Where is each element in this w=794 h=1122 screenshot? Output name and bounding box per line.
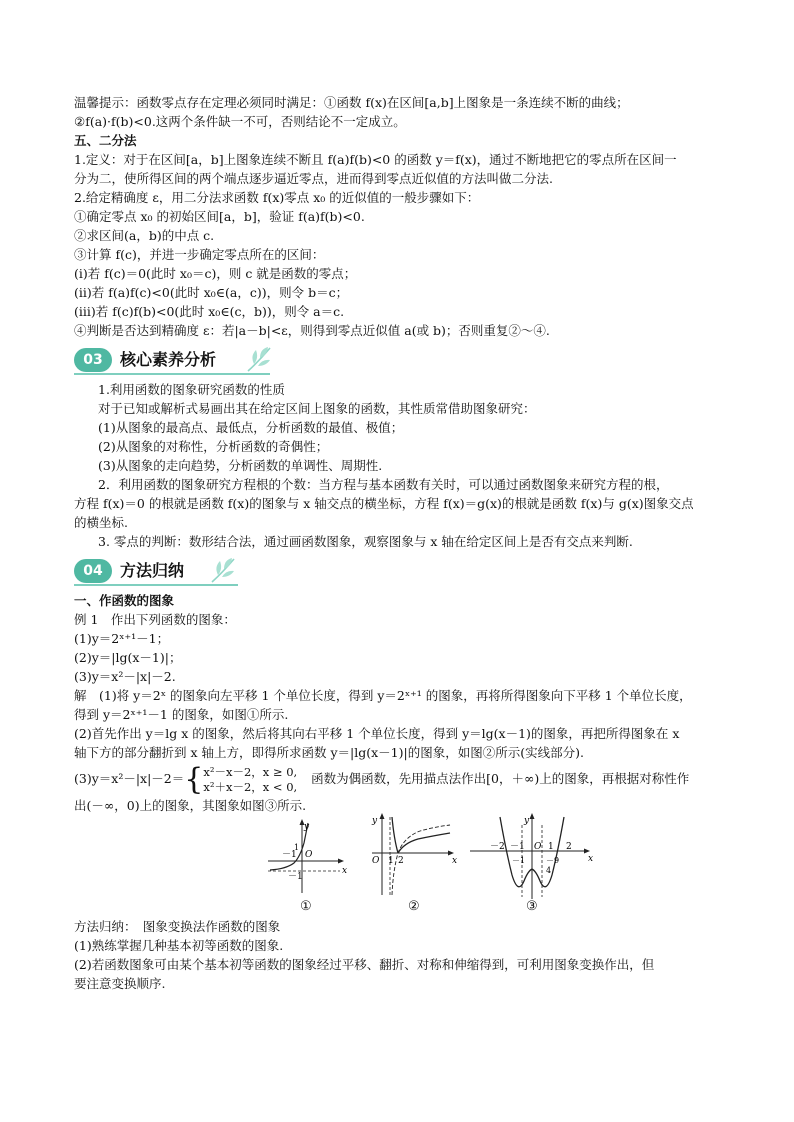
example-line: 例 1 作出下列函数的图象： <box>74 612 236 627</box>
example-line: 出(－∞，0)上的图象，其图象如图③所示. <box>74 798 307 813</box>
axis-label: x <box>452 856 458 866</box>
case-top: x²－x－2，x ≥ 0, <box>203 764 298 779</box>
section-5-heading: 五、二分法 <box>74 133 137 148</box>
tick-label: －1 <box>510 842 525 852</box>
example-line: 得到 y＝2ˣ⁺¹－1 的图象，如图①所示. <box>74 707 289 722</box>
origin-label: O <box>534 842 542 852</box>
axis-label: y <box>372 816 378 826</box>
bisection-line: 2.给定精确度 ε，用二分法求函数 f(x)零点 x₀ 的近似值的一般步骤如下： <box>74 190 480 205</box>
bisection-line: ②求区间(a，b)的中点 c. <box>74 228 215 243</box>
method-summary <box>74 917 724 993</box>
origin-label: O <box>305 850 313 860</box>
tick-label: 4 <box>546 866 552 875</box>
bisection-line: 分为二，使所得区间的两个端点逐步逼近零点，进而得到零点近似值的方法叫做二分法. <box>74 171 553 186</box>
summary-line: 要注意变换顺序. <box>74 976 166 991</box>
piecewise-prefix: (3)y＝x²－|x|－2＝ <box>74 771 185 786</box>
tick-label: －1 <box>288 872 303 882</box>
core-line: 方程 f(x)＝0 的根就是函数 f(x)的图象与 x 轴交点的横坐标，方程 f(x)＝g(x)的根就是函数 f(x)与 g(x)图象交点 <box>74 496 694 511</box>
banner-underline <box>74 373 270 375</box>
bisection-line: ④判断是否达到精确度 ε：若|a－b|<ε，则得到零点近似值 a(或 b)；否则重复②～④. <box>74 323 550 338</box>
tick-label: 2 <box>398 856 404 866</box>
tick-label: 1 <box>548 842 554 852</box>
figure-1-caption: ① <box>300 899 312 914</box>
figure-2-caption: ② <box>408 899 420 914</box>
figure-1-graph <box>264 817 350 897</box>
case-bottom: x²＋x－2，x < 0, <box>203 779 298 794</box>
section-number-badge: 03 <box>74 348 112 372</box>
tick-label: －1 <box>282 850 297 860</box>
bisection-line: (ii)若 f(a)f(c)<0(此时 x₀∈(a，c))，则令 b＝c； <box>74 285 349 300</box>
example-line: (2)首先作出 y＝lg x 的图象，然后将其向右平移 1 个单位长度，得到 y＝lg(x－1)的图象，再把所得图象在 x <box>74 726 680 741</box>
tip-line-2: ②f(a)·f(b)<0.这两个条件缺一不可，否则结论不一定成立。 <box>74 114 406 129</box>
method-heading: 一、作函数的图象 <box>74 593 175 608</box>
section-number-badge: 04 <box>74 559 112 583</box>
tick-label: 1 <box>294 843 300 852</box>
document-page <box>74 93 724 993</box>
example-line: (3)y＝x²－|x|－2. <box>74 669 176 684</box>
axis-label: y <box>304 822 310 832</box>
figures-row <box>74 817 724 917</box>
figure-3-graph <box>466 811 598 903</box>
axis-label: y <box>524 816 530 826</box>
core-line: 1.利用函数的图象研究函数的性质 <box>98 382 285 397</box>
core-line: 对于已知或解析式易画出其在给定区间上图象的函数，其性质常借助图象研究： <box>98 401 536 416</box>
leaf-icon <box>244 344 274 374</box>
section-title: 方法归纳 <box>120 561 185 580</box>
piecewise-line <box>74 762 724 796</box>
example-line: 解 (1)将 y＝2ˣ 的图象向左平移 1 个单位长度，得到 y＝2ˣ⁺¹ 的图象，再将所得图象向下平移 1 个单位长度， <box>74 688 692 703</box>
core-analysis-body <box>74 380 724 551</box>
core-line: 3. 零点的判断：数形结合法，通过画函数图象，观察图象与 x 轴在给定区间上是否有交点来判断. <box>98 534 633 549</box>
core-line: 的横坐标. <box>74 515 128 530</box>
axis-label: x <box>342 866 348 876</box>
bisection-line: ③计算 f(c)，并进一步确定零点所在的区间： <box>74 247 325 262</box>
summary-line: (2)若函数图象可由某个基本初等函数的图象经过平移、翻折、对称和伸缩得到，可利用图象变换作出，但 <box>74 957 655 972</box>
tick-label: 2 <box>566 842 572 852</box>
section-5-body <box>74 150 724 340</box>
example-line: 轴下方的部分翻折到 x 轴上方，即得所求函数 y＝|lg(x－1)|的图象，如图②所示(实线部分). <box>74 745 584 760</box>
figure-3-caption: ③ <box>526 899 538 914</box>
tip-line-1: 温馨提示：函数零点存在定理必须同时满足：①函数 f(x)在区间[a,b]上图象是一条连续不断的曲线； <box>74 95 629 110</box>
section-banner-03 <box>74 344 724 376</box>
figure-2-graph <box>368 811 460 899</box>
example-line: (1)y＝2ˣ⁺¹－1； <box>74 631 170 646</box>
bisection-line: (iii)若 f(c)f(b)<0(此时 x₀∈(c，b))，则令 a＝c. <box>74 304 345 319</box>
tick-label: 1 <box>388 856 394 866</box>
tick-label: －9 <box>546 856 560 865</box>
piecewise-suffix: 函数为偶函数，先用描点法作出[0，＋∞)上的图象，再根据对称性作 <box>311 771 690 786</box>
bisection-line: (i)若 f(c)＝0(此时 x₀＝c)，则 c 就是函数的零点； <box>74 266 357 281</box>
section-banner-04 <box>74 555 724 587</box>
core-line: 2．利用函数的图象研究方程根的个数：当方程与基本函数有关时，可以通过函数图象来研究方程的根， <box>98 477 669 492</box>
tick-label: －1 <box>512 856 526 865</box>
section-title: 核心素养分析 <box>120 350 217 369</box>
brace-glyph: { <box>184 762 204 797</box>
piecewise-cases <box>203 765 297 795</box>
core-line: (1)从图象的最高点、最低点，分析函数的最值、极值； <box>98 420 404 435</box>
core-line: (2)从图象的对称性，分析函数的奇偶性； <box>98 439 329 454</box>
axis-label: x <box>588 854 594 864</box>
tick-label: －2 <box>490 842 505 852</box>
bisection-line: ①确定零点 x₀ 的初始区间[a，b]，验证 f(a)f(b)<0. <box>74 209 365 224</box>
origin-label: O <box>372 856 380 866</box>
bisection-line: 1.定义：对于在区间[a，b]上图象连续不断且 f(a)f(b)<0 的函数 y＝f(x)，通过不断地把它的零点所在区间一 <box>74 152 677 167</box>
leaf-icon <box>208 555 238 585</box>
summary-line: (1)熟练掌握几种基本初等函数的图象. <box>74 938 284 953</box>
summary-line: 方法归纳： 图象变换法作函数的图象 <box>74 919 281 934</box>
example-line: (2)y＝|lg(x－1)|； <box>74 650 182 665</box>
core-line: (3)从图象的走向趋势，分析函数的单调性、周期性. <box>98 458 383 473</box>
example-body <box>74 610 724 815</box>
